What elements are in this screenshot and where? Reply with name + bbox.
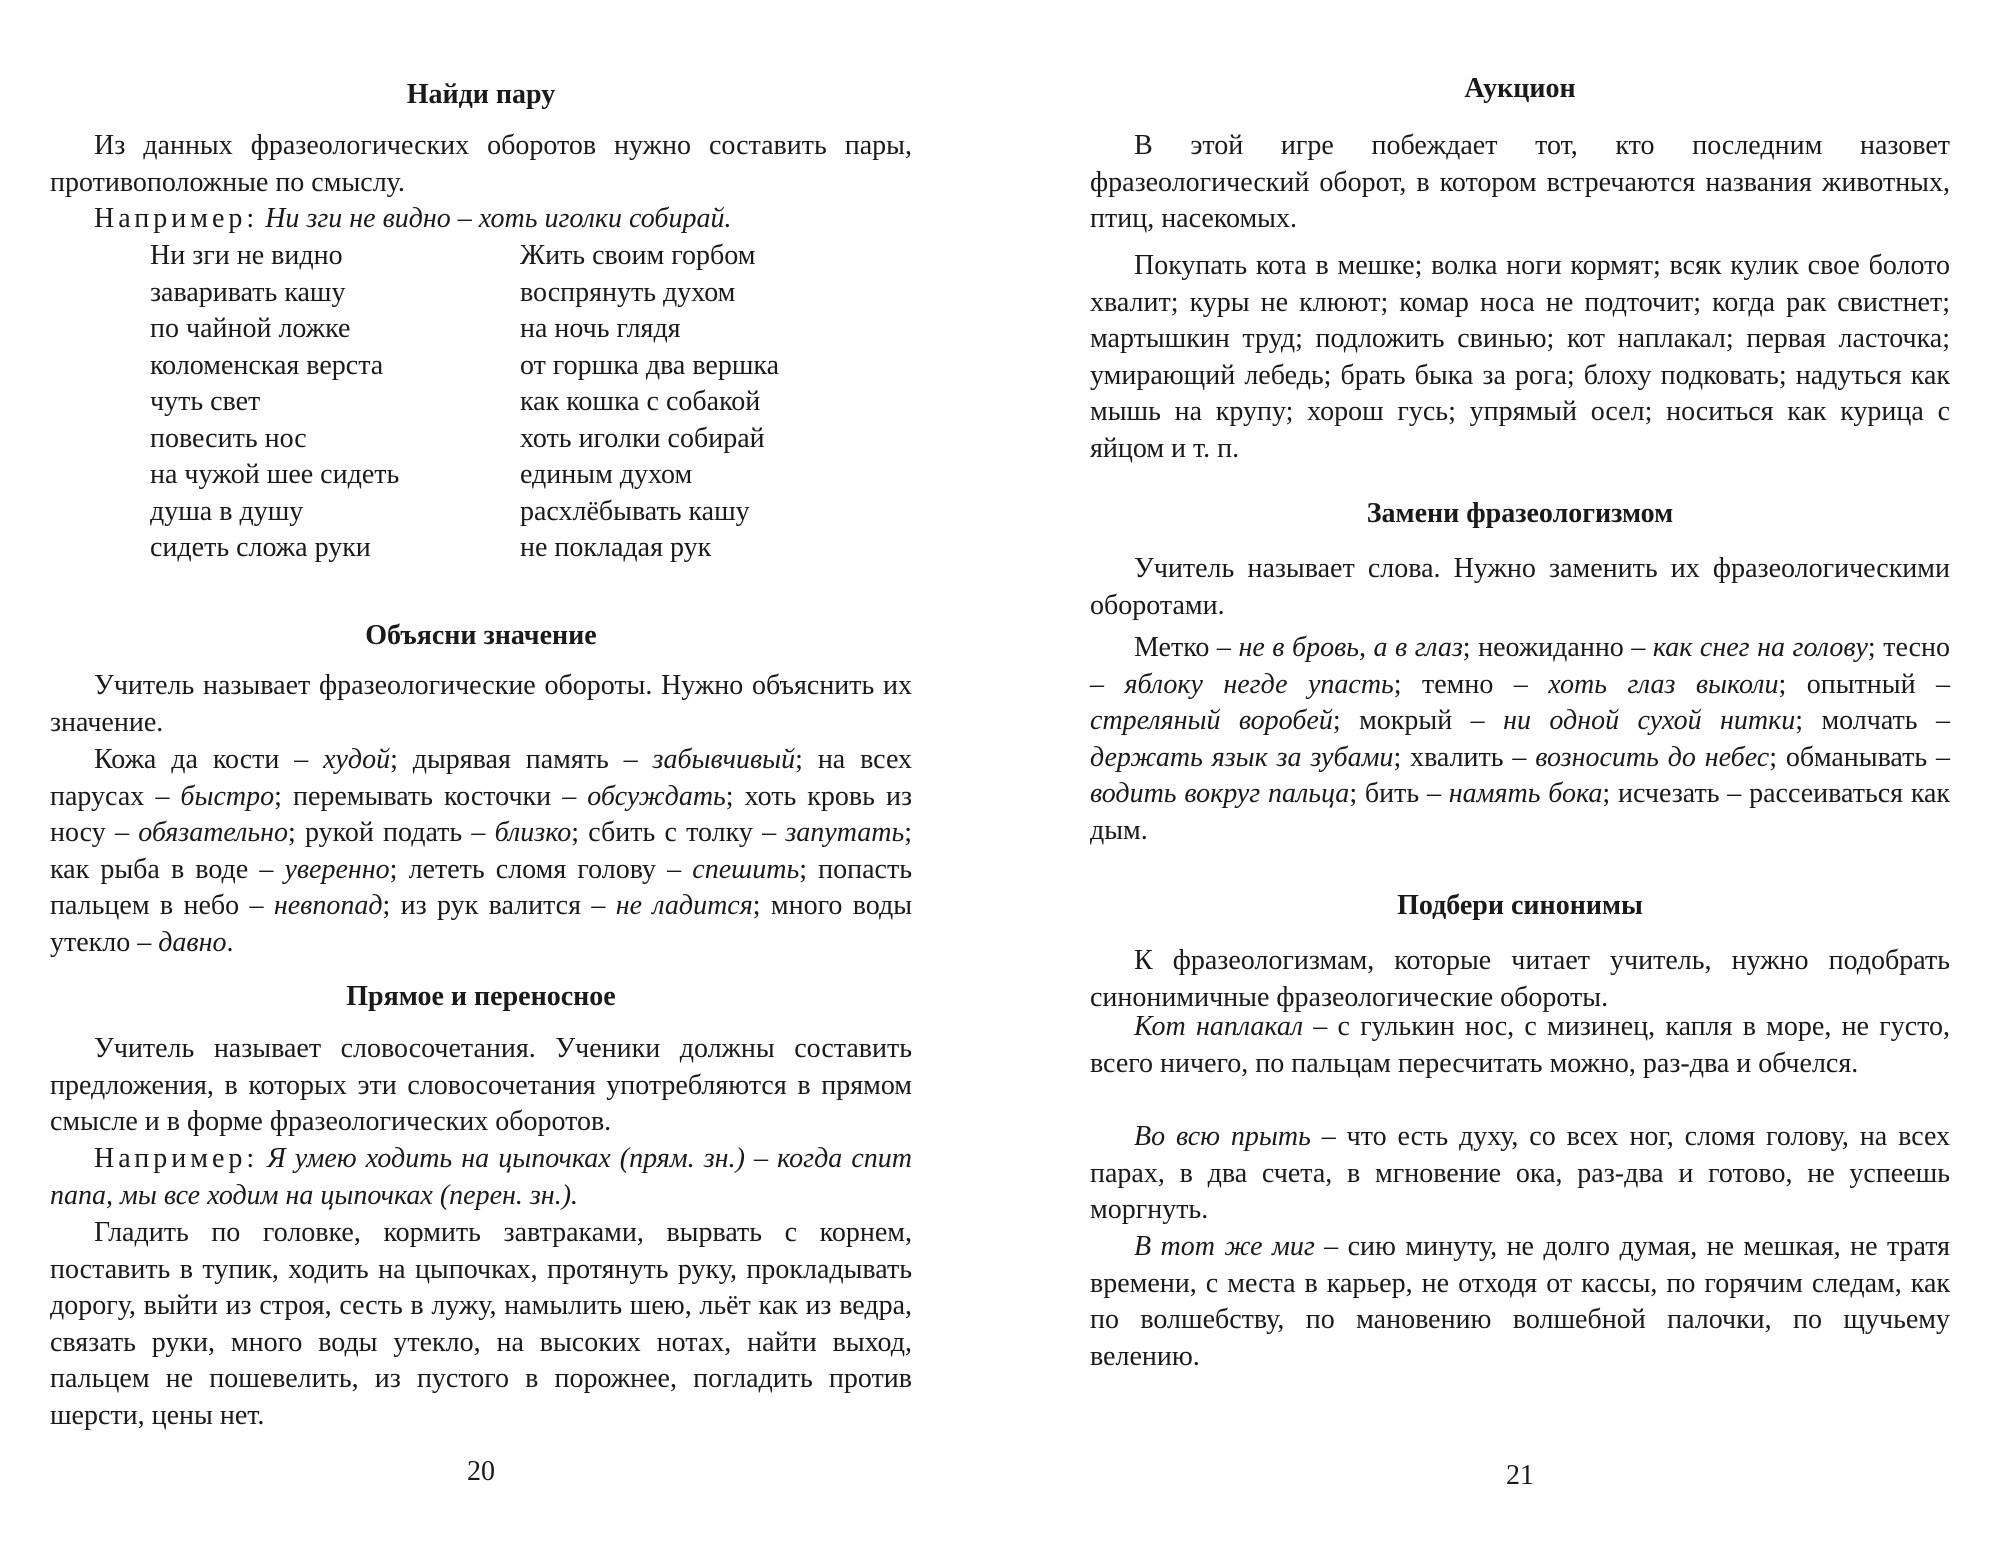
idiom-meaning: запутать (785, 817, 905, 848)
synonym-list: что есть духу, со всех ног, сломя голову, на всех парах, в два счета, в мгновение ока, раз-два и готово, не успеешь моргнуть. (1090, 1121, 1951, 1225)
pair-row (150, 348, 910, 385)
pair-left: коломенская верста (150, 349, 384, 381)
replace-phrase: не в бровь, а в глаз (1238, 632, 1463, 663)
idiom-meaning: забывчивый (652, 744, 796, 775)
replace-phrase: яблоку негде упасть (1124, 668, 1394, 700)
replace-phrase: держать язык за зубами (1090, 741, 1394, 773)
replace-word: обманывать (1785, 741, 1928, 773)
auction-intro: В этой игре побеждает тот, кто последним назовет фразеологический оборот, в котором встречаются названия животных, птиц, насекомых. (1090, 130, 1950, 234)
direct-intro: Учитель называет словосочетания. Ученики должны составить предложения, в которых эти словосочетания употребляются в прямом смысле и в форме фразеологических оборотов. (50, 1033, 912, 1137)
pair-row (150, 238, 910, 275)
pair-row (150, 530, 910, 567)
replace-intro: Учитель называет слова. Нужно заменить их фразеологическими оборотами. (1090, 553, 1950, 621)
example-text: Я умею ходить на цыпочках (прям. зн.) – когда спит папа, мы все ходим на цыпочках (перен. зн.). (50, 1143, 912, 1211)
idiom-phrase: дырявая память (412, 744, 609, 775)
left-page (50, 0, 912, 1549)
synonym-group: Во всю прыть – что есть духу, со всех ног, сломя голову, на всех парах, в два счета, в мгновение ока, раз-два и готово, не успеешь моргнуть. (1090, 1121, 1951, 1225)
idiom-phrase: хоть кровь из носу (50, 780, 913, 848)
pair-right: Жить своим горбом (520, 240, 756, 271)
section-title-explain: Объясни значение (365, 620, 597, 651)
pair-right: хоть иголки собирай (520, 422, 765, 454)
explain-intro: Учитель называет фразеологические обороты. Нужно объяснить их значение. (50, 670, 912, 738)
pair-left: сидеть сложа руки (150, 532, 371, 563)
direct-list: Гладить по головке, кормить завтраками, вырвать с корнем, поставить в тупик, ходить на цыпочках, протянуть руку, прокладывать дорогу, выйти из строя, сесть в лужу, намылить шею, льёт как из ведра, связать руки, много воды утекло, на высоких нотах, найти выход, пальцем не пошевелить, из пустого в порожнее, погладить против шерсти, цены нет. (50, 1217, 912, 1431)
replace-items: Метко – не в бровь, а в глаз; неожиданно – как снег на голову; тесно – яблоку негде упасть; темно – хоть глаз выколи; опытный – стреляный воробей; мокрый – ни одной сухой нитки; молчать – держать язык за зубами; хвалить – возносить до небес; обманывать – водить вокруг пальца; бить – намять бока; исчезать – рассеиваться как дым. (1090, 632, 1951, 846)
replace-word: опытный (1806, 668, 1916, 700)
synonym-group: Кот наплакал – с гулькин нос, с мизинец, капля в море, не густо, всего ничего, по пальцам пересчитать можно, раз-два и обчелся. (1090, 1011, 1950, 1079)
idiom-meaning: спешить (692, 853, 800, 885)
pair-row (150, 275, 910, 312)
replace-phrase: намять бока (1448, 778, 1603, 809)
replace-phrase: водить вокруг пальца (1090, 778, 1350, 809)
idiom-phrase: попасть пальцем в небо (50, 853, 912, 921)
pair-left: душа в душу (150, 495, 304, 527)
pair-right: на ночь глядя (520, 313, 681, 344)
synonym-list: с гулькин нос, с мизинец, капля в море, не густо, всего ничего, по пальцам пересчитать можно, раз-два и обчелся. (1090, 1011, 1950, 1079)
page-number: 21 (1506, 1460, 1534, 1491)
idiom-meaning: худой (323, 744, 391, 775)
find-pair-example (50, 201, 912, 238)
idiom-meaning: близко (494, 817, 572, 848)
pair-right: расхлёбывать кашу (520, 495, 750, 527)
idiom-phrase: рукой подать (305, 817, 463, 848)
synonym-group: В тот же миг – сию минуту, не долго думая, не мешкая, не тратя времени, с места в карьер, не отходя от кассы, по горячим следам, как по волшебству, по мановению волшебной палочки, по щучьему велению. (1090, 1231, 1950, 1372)
auction-list: Покупать кота в мешке; волка ноги кормят; всяк кулик свое болото хвалит; куры не клюют; комар носа не подточит; когда рак свистнет; мартышкин труд; подложить свинью; кот наплакал; первая ласточка; умирающий лебедь; брать быка за рога; блоху подковать; надуться как мышь на крупу; хорош гусь; упрямый осел; носиться как курица с яйцом и т. п. (1090, 250, 1950, 464)
pair-right: как кошка с собакой (520, 386, 761, 417)
idiom-phrase: на всех парусах (50, 744, 912, 812)
direct-example (50, 1141, 912, 1214)
section-title-replace: Замени фразеологизмом (1366, 498, 1674, 529)
pair-row (150, 311, 910, 348)
idiom-phrase: много воды утекло (50, 890, 913, 958)
synonym-lead: Кот наплакал (1134, 1011, 1304, 1042)
idiom-phrase: из рук валится (400, 890, 581, 921)
replace-word: молчать (1821, 705, 1918, 736)
pair-left: Ни зги не видно (150, 240, 343, 271)
pair-right: от горшка два вершка (520, 349, 779, 381)
pair-left: повесить нос (150, 422, 307, 454)
idiom-phrase: сбить с толку (588, 817, 753, 848)
section-title-find-pair: Найди пару (406, 79, 556, 110)
replace-phrase: рассеиваться как дым (1090, 778, 1951, 846)
section-title-auction: Аукцион (1464, 73, 1576, 104)
synonym-lead: Во всю прыть (1134, 1121, 1311, 1152)
pair-row (150, 494, 910, 531)
section-title-synonyms: Подбери синонимы (1397, 890, 1643, 921)
idiom-meaning: давно (158, 926, 227, 958)
idiom-phrase: как рыба в воде (50, 853, 249, 885)
replace-word: темно (1422, 668, 1494, 700)
pair-row (150, 421, 910, 458)
example-label: Например: (94, 1143, 259, 1174)
replace-phrase: ни одной сухой нитки (1503, 705, 1796, 736)
replace-word: неожиданно (1478, 632, 1624, 663)
replace-word: исчезать (1618, 778, 1720, 809)
replace-word: тесно (1883, 632, 1951, 663)
idiom-meaning: обязательно (138, 817, 288, 848)
idiom-phrase: перемывать косточки (292, 780, 552, 812)
synonyms-intro: К фразеологизмам, которые читает учитель, нужно подобрать синонимичные фразеологические обороты. (1090, 945, 1950, 1013)
example-label: Например: (94, 203, 259, 234)
idiom-phrase: лететь сломя голову (408, 853, 657, 885)
idiom-meaning: невпопад (273, 890, 383, 921)
right-page (1090, 0, 1950, 1549)
synonym-list: сию минуту, не долго думая, не мешкая, не тратя времени, с места в карьер, не отходя от кассы, по горячим следам, как по волшебству, по мановению волшебной палочки, по щучьему велению. (1090, 1231, 1950, 1372)
page-number: 20 (467, 1456, 495, 1487)
replace-phrase: как снег на голову (1652, 632, 1868, 663)
replace-phrase: хоть глаз выколи (1548, 668, 1779, 700)
replace-word: Метко (1134, 632, 1210, 663)
find-pair-intro: Из данных фразеологических оборотов нужно составить пары, противоположные по смыслу. (50, 130, 912, 198)
idiom-phrase: Кожа да кости (94, 744, 280, 775)
idiom-meaning: уверенно (284, 853, 390, 885)
replace-phrase: возносить до небес (1535, 741, 1770, 773)
replace-word: бить (1364, 778, 1420, 809)
pair-left: заваривать кашу (150, 276, 346, 308)
idiom-meaning: быстро (180, 780, 275, 812)
replace-phrase: стреляный воробей (1090, 705, 1333, 736)
pairs-list (150, 238, 910, 567)
explain-items: Кожа да кости – худой; дырявая память – забывчивый; на всех парусах – быстро; перемывать косточки – обсуждать; хоть кровь из носу – обязательно; рукой подать – близко; сбить с толку – запутать; как рыба в воде – уверенно; лететь сломя голову – спешить; попасть пальцем в небо – невпопад; из рук валится – не ладится; много воды утекло – давно. (50, 744, 913, 958)
section-title-direct: Прямое и переносное (346, 981, 616, 1012)
pair-right: не покладая рук (520, 532, 712, 563)
pair-row (150, 457, 910, 494)
pair-left: на чужой шее сидеть (150, 459, 400, 490)
pair-left: по чайной ложке (150, 313, 351, 344)
idiom-meaning: обсуждать (587, 780, 726, 812)
example-text: Ни зги не видно – хоть иголки собирай. (265, 203, 732, 234)
pair-left: чуть свет (150, 386, 261, 417)
pair-right: воспрянуть духом (520, 276, 736, 308)
replace-word: хвалить (1410, 741, 1504, 773)
pair-right: единым духом (520, 459, 693, 490)
synonym-lead: В тот же миг (1134, 1231, 1315, 1262)
pair-row (150, 384, 910, 421)
idiom-meaning: не ладится (615, 890, 753, 921)
replace-word: мокрый (1359, 705, 1453, 736)
